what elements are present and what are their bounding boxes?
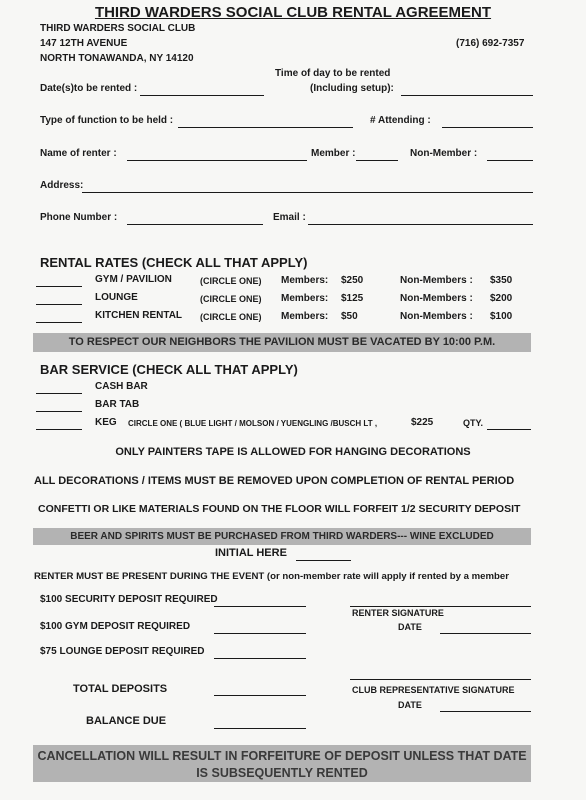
keg-price: $225	[411, 417, 434, 428]
keg-label: KEG	[95, 417, 117, 428]
confetti-rule: CONFETTI OR LIKE MATERIALS FOUND ON THE FLOOR WILL FORFEIT 1/2 SECURITY DEPOSIT	[38, 504, 521, 515]
qty-field[interactable]	[487, 429, 531, 430]
time-field[interactable]	[401, 95, 533, 96]
balance-due-label: BALANCE DUE	[86, 715, 167, 727]
rental-rates-heading: RENTAL RATES (CHECK ALL THAT APPLY)	[40, 255, 308, 270]
renter-field[interactable]	[127, 160, 307, 161]
rate-checkbox-lounge[interactable]	[36, 304, 82, 305]
email-field[interactable]	[308, 224, 533, 225]
rate-item-gym: GYM / PAVILION	[95, 274, 172, 285]
nonmembers-price-kitchen: $100	[490, 311, 513, 322]
members-label: Members:	[281, 311, 329, 322]
rate-checkbox-kitchen[interactable]	[36, 322, 82, 323]
club-city: NORTH TONAWANDA, NY 14120	[40, 53, 194, 64]
rate-item-kitchen: KITCHEN RENTAL	[95, 310, 183, 321]
rate-checkbox-gym[interactable]	[36, 286, 82, 287]
nonmember-label: Non-Member :	[410, 148, 478, 159]
renter-signature-field[interactable]	[350, 606, 531, 607]
renter-signature-label: RENTER SIGNATURE	[352, 608, 444, 618]
initial-field[interactable]	[296, 560, 351, 561]
nonmember-field[interactable]	[487, 160, 533, 161]
members-price-lounge: $125	[341, 293, 364, 304]
decorations-rule: ALL DECORATIONS / ITEMS MUST BE REMOVED UPON COMPLETION OF RENTAL PERIOD	[34, 476, 515, 487]
nonmembers-label: Non-Members :	[400, 311, 473, 322]
gym-deposit-field[interactable]	[214, 633, 306, 634]
dates-field[interactable]	[140, 95, 264, 96]
cancellation-line2: IS SUBSEQUENTLY RENTED	[196, 766, 368, 780]
security-deposit-field[interactable]	[214, 606, 306, 607]
beer-spirits-notice: BEER AND SPIRITS MUST BE PURCHASED FROM THIRD WARDERS--- WINE EXCLUDED	[33, 528, 531, 545]
members-price-gym: $250	[341, 275, 364, 286]
cash-bar-checkbox[interactable]	[36, 393, 82, 394]
nonmembers-price-lounge: $200	[490, 293, 513, 304]
nonmembers-price-gym: $350	[490, 275, 513, 286]
gym-deposit-label: $100 GYM DEPOSIT REQUIRED	[40, 621, 191, 632]
rate-item-lounge: LOUNGE	[95, 292, 138, 303]
club-date-field[interactable]	[440, 711, 531, 712]
lounge-deposit-label: $75 LOUNGE DEPOSIT REQUIRED	[40, 646, 205, 657]
members-label: Members:	[281, 275, 329, 286]
phone-label: Phone Number :	[40, 212, 118, 223]
cancellation-notice	[33, 745, 531, 782]
lounge-deposit-field[interactable]	[214, 658, 306, 659]
nonmembers-label: Non-Members :	[400, 275, 473, 286]
balance-due-field[interactable]	[214, 728, 306, 729]
circle-one-label: (CIRCLE ONE)	[200, 276, 262, 286]
bar-tab-label: BAR TAB	[95, 399, 140, 410]
club-street: 147 12TH AVENUE	[40, 38, 128, 49]
members-label: Members:	[281, 293, 329, 304]
address-field[interactable]	[82, 192, 533, 193]
function-label: Type of function to be held :	[40, 115, 174, 126]
painters-tape-rule: ONLY PAINTERS TAPE IS ALLOWED FOR HANGING DECORATIONS	[115, 446, 471, 458]
members-price-kitchen: $50	[341, 311, 358, 322]
cash-bar-label: CASH BAR	[95, 381, 148, 392]
time-label-line2: (Including setup):	[310, 83, 394, 94]
email-label: Email :	[273, 212, 306, 223]
renter-label: Name of renter :	[40, 148, 117, 159]
bar-service-heading: BAR SERVICE (CHECK ALL THAT APPLY)	[40, 362, 298, 377]
security-deposit-label: $100 SECURITY DEPOSIT REQUIRED	[40, 594, 218, 605]
cancellation-line1: CANCELLATION WILL RESULT IN FORFEITURE OF DEPOSIT UNLESS THAT DATE	[37, 749, 527, 763]
qty-label: QTY.	[463, 418, 484, 428]
club-date-label: DATE	[398, 700, 422, 710]
club-phone: (716) 692-7357	[456, 38, 525, 49]
circle-one-label: (CIRCLE ONE)	[200, 312, 262, 322]
function-field[interactable]	[178, 127, 353, 128]
dates-label: Date(s)to be rented :	[40, 83, 138, 94]
club-rep-signature-label: CLUB REPRESENTATIVE SIGNATURE	[352, 685, 515, 695]
page-title: THIRD WARDERS SOCIAL CLUB RENTAL AGREEMENT	[94, 4, 492, 21]
time-label-line1: Time of day to be rented	[275, 68, 391, 79]
phone-field[interactable]	[127, 224, 263, 225]
member-field[interactable]	[356, 160, 398, 161]
renter-date-label: DATE	[398, 622, 422, 632]
club-name: THIRD WARDERS SOCIAL CLUB	[40, 23, 196, 34]
member-label: Member :	[311, 148, 356, 159]
circle-one-label: (CIRCLE ONE)	[200, 294, 262, 304]
initial-label: INITIAL HERE	[215, 547, 287, 559]
attending-field[interactable]	[442, 127, 533, 128]
keg-checkbox[interactable]	[36, 429, 82, 430]
pavilion-notice: TO RESPECT OUR NEIGHBORS THE PAVILION MUST BE VACATED BY 10:00 P.M.	[33, 333, 531, 352]
bar-tab-checkbox[interactable]	[36, 411, 82, 412]
total-deposits-label: TOTAL DEPOSITS	[73, 683, 168, 695]
renter-date-field[interactable]	[440, 633, 531, 634]
nonmembers-label: Non-Members :	[400, 293, 473, 304]
club-rep-signature-field[interactable]	[350, 679, 531, 680]
attending-label: # Attending :	[370, 115, 431, 126]
total-deposits-field[interactable]	[214, 695, 306, 696]
keg-options: CIRCLE ONE ( BLUE LIGHT / MOLSON / YUENGLING /BUSCH LT ,	[128, 419, 378, 428]
renter-present-rule: RENTER MUST BE PRESENT DURING THE EVENT (or non-member rate will apply if rented by a member	[34, 572, 509, 582]
address-label: Address:	[40, 180, 84, 191]
